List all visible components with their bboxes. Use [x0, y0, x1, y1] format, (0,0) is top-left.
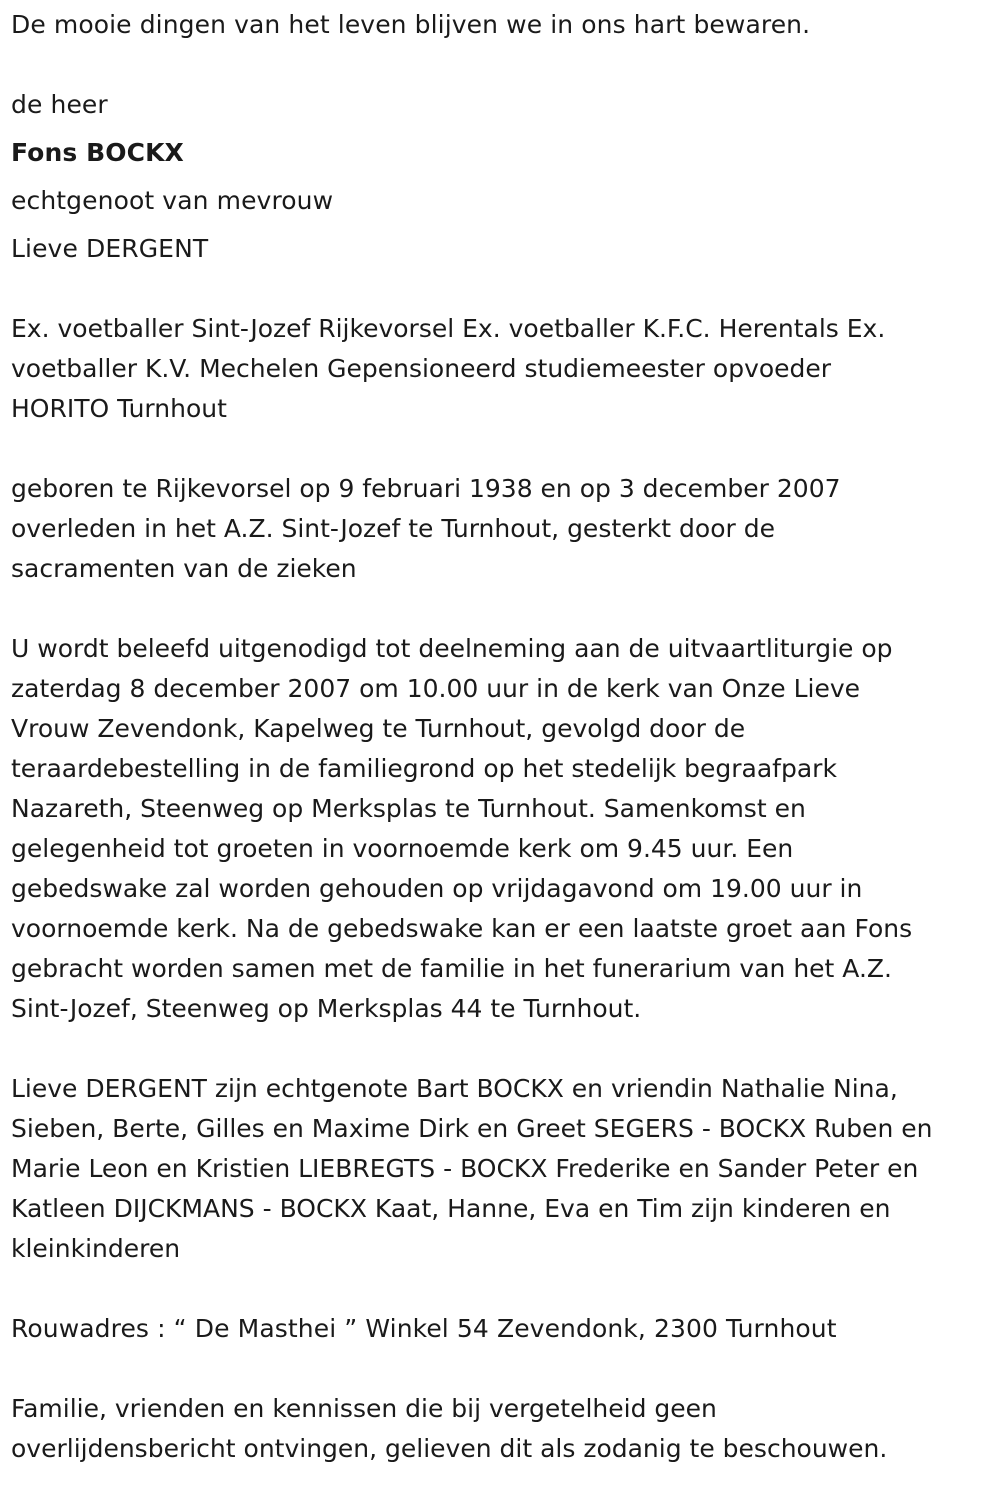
mourning-address: Rouwadres : “ De Masthei ” Winkel 54 Zevendonk, 2300 Turnhout: [11, 1314, 837, 1343]
funeral-paragraph: [11, 629, 986, 1029]
family-paragraph: [11, 1069, 986, 1269]
funeral-line: gelegenheid tot groeten in voornoemde kerk om 9.45 uur. Een: [11, 834, 794, 863]
funeral-line: zaterdag 8 december 2007 om 10.00 uur in de kerk van Onze Lieve: [11, 674, 861, 703]
family-line: kleinkinderen: [11, 1234, 181, 1263]
career-paragraph: [11, 309, 986, 429]
career-line: HORITO Turnhout: [11, 394, 227, 423]
spouse-intro: echtgenoot van mevrouw: [11, 186, 334, 215]
funeral-line: voornoemde kerk. Na de gebedswake kan er een laatste groet aan Fons: [11, 914, 913, 943]
funeral-line: gebedswake zal worden gehouden op vrijdagavond om 19.00 uur in: [11, 874, 863, 903]
spouse-name: Lieve DERGENT: [11, 234, 209, 263]
career-line: voetballer K.V. Mechelen Gepensioneerd studiemeester opvoeder: [11, 354, 832, 383]
family-line: Katleen DIJCKMANS - BOCKX Kaat, Hanne, Eva en Tim zijn kinderen en: [11, 1194, 891, 1223]
motto: De mooie dingen van het leven blijven we in ons hart bewaren.: [11, 10, 811, 39]
birth-death-line: overleden in het A.Z. Sint-Jozef te Turnhout, gesterkt door de: [11, 514, 775, 543]
family-line: Marie Leon en Kristien LIEBREGTS - BOCKX Frederike en Sander Peter en: [11, 1154, 919, 1183]
funeral-line: teraardebestelling in de familiegrond op het stedelijk begraafpark: [11, 754, 837, 783]
funeral-line: gebracht worden samen met de familie in het funerarium van het A.Z.: [11, 954, 892, 983]
family-line: Sieben, Berte, Gilles en Maxime Dirk en Greet SEGERS - BOCKX Ruben en: [11, 1114, 933, 1143]
funeral-line: Sint-Jozef, Steenweg op Merksplas 44 te Turnhout.: [11, 994, 642, 1023]
career-line: Ex. voetballer Sint-Jozef Rijkevorsel Ex. voetballer K.F.C. Herentals Ex.: [11, 314, 886, 343]
funeral-line: Nazareth, Steenweg op Merksplas te Turnhout. Samenkomst en: [11, 794, 806, 823]
deceased-name: Fons BOCKX: [11, 138, 184, 167]
closing-line: overlijdensbericht ontvingen, gelieven dit als zodanig te beschouwen.: [11, 1434, 888, 1463]
funeral-line: Vrouw Zevendonk, Kapelweg te Turnhout, gevolgd door de: [11, 714, 746, 743]
closing-line: Familie, vrienden en kennissen die bij vergetelheid geen: [11, 1394, 717, 1423]
birth-death-line: geboren te Rijkevorsel op 9 februari 1938 en op 3 december 2007: [11, 474, 841, 503]
family-line: Lieve DERGENT zijn echtgenote Bart BOCKX en vriendin Nathalie Nina,: [11, 1074, 898, 1103]
birth-death-paragraph: [11, 469, 986, 589]
funeral-line: U wordt beleefd uitgenodigd tot deelneming aan de uitvaartliturgie op: [11, 634, 893, 663]
closing-paragraph: [11, 1389, 986, 1469]
salutation: de heer: [11, 90, 108, 119]
birth-death-line: sacramenten van de zieken: [11, 554, 357, 583]
